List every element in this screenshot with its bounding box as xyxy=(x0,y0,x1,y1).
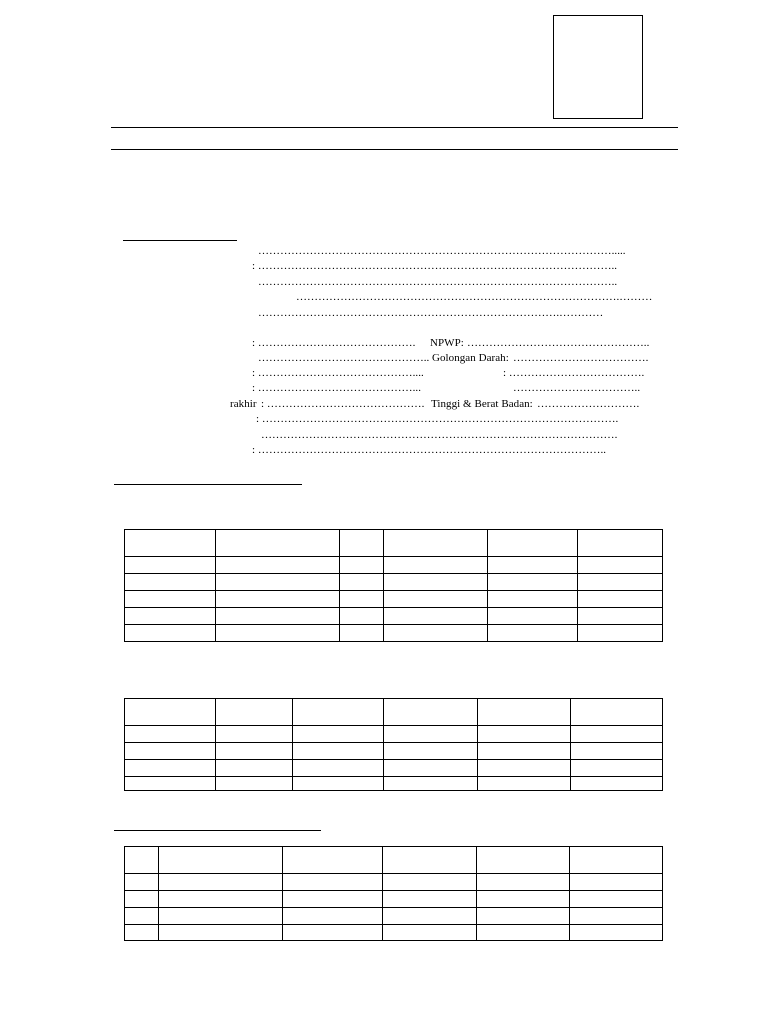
table-cell[interactable] xyxy=(384,625,488,642)
table-cell xyxy=(216,530,340,557)
table-row xyxy=(125,760,663,777)
table-cell xyxy=(340,530,384,557)
table-cell[interactable] xyxy=(216,591,340,608)
table-row xyxy=(125,608,663,625)
npwp-label: NPWP: xyxy=(430,337,464,349)
table-cell[interactable] xyxy=(340,574,384,591)
table-cell[interactable] xyxy=(125,557,216,574)
table-cell[interactable] xyxy=(570,925,663,941)
table-cell[interactable] xyxy=(125,760,216,777)
table-cell xyxy=(578,530,663,557)
table-cell[interactable] xyxy=(283,874,383,891)
table-row xyxy=(125,925,663,941)
table-cell[interactable] xyxy=(571,743,663,760)
table-cell xyxy=(159,847,283,874)
table-cell[interactable] xyxy=(125,574,216,591)
section-underline-experience xyxy=(114,830,321,831)
table-cell[interactable] xyxy=(384,760,478,777)
form-line-2[interactable]: : …………………………………………………………………………………….. xyxy=(252,260,618,272)
table-cell[interactable] xyxy=(384,608,488,625)
header-rule-top xyxy=(111,127,678,128)
table-cell[interactable] xyxy=(125,743,216,760)
form-line-11[interactable]: : ……………………………………………………………………………………. xyxy=(256,413,619,425)
table-cell[interactable] xyxy=(216,777,293,791)
form-line-10-left[interactable]: : ……………………………………. xyxy=(261,398,425,410)
table-cell[interactable] xyxy=(383,908,477,925)
table-cell[interactable] xyxy=(478,726,571,743)
table-cell[interactable] xyxy=(384,743,478,760)
table-cell[interactable] xyxy=(571,777,663,791)
npwp-field[interactable]: ………………………………………….. xyxy=(467,337,650,349)
table-cell[interactable] xyxy=(216,760,293,777)
table-cell[interactable] xyxy=(125,591,216,608)
table-3 xyxy=(124,846,663,941)
table-cell xyxy=(125,847,159,874)
section-underline-personal xyxy=(123,240,237,241)
table-row xyxy=(125,908,663,925)
form-line-1[interactable]: ……………………………………………………………………………………..... xyxy=(258,245,626,257)
tinggi-berat-label: Tinggi & Berat Badan: xyxy=(431,398,533,410)
form-line-13[interactable]: : ………………………………………………………………………………….. xyxy=(252,444,607,456)
table-cell xyxy=(384,699,478,726)
table-cell xyxy=(216,699,293,726)
table-cell[interactable] xyxy=(340,591,384,608)
form-line-8-left[interactable]: : …………………………………….... xyxy=(252,367,424,379)
table-cell[interactable] xyxy=(384,591,488,608)
table-cell[interactable] xyxy=(340,557,384,574)
table-row xyxy=(125,591,663,608)
form-line-9-right[interactable]: …………………………….. xyxy=(513,382,641,394)
table-cell[interactable] xyxy=(125,726,216,743)
form-line-4[interactable]: …………………………………………………………………………….……… xyxy=(296,291,653,303)
table-cell[interactable] xyxy=(340,608,384,625)
table-cell xyxy=(125,530,216,557)
form-line-8-right[interactable]: : ………………………………. xyxy=(503,367,645,379)
table-cell xyxy=(478,699,571,726)
table-cell[interactable] xyxy=(216,625,340,642)
table-header-row xyxy=(125,699,663,726)
table-cell[interactable] xyxy=(125,925,159,941)
table-cell[interactable] xyxy=(340,625,384,642)
table-row xyxy=(125,557,663,574)
tinggi-berat-field[interactable]: ………………………. xyxy=(537,398,640,410)
table-cell[interactable] xyxy=(125,777,216,791)
table-cell[interactable] xyxy=(293,777,384,791)
table-cell[interactable] xyxy=(383,874,477,891)
form-line-12[interactable]: ……………………………………………………………………………………. xyxy=(261,429,618,441)
table-row xyxy=(125,743,663,760)
table-cell xyxy=(383,847,477,874)
table-cell[interactable] xyxy=(477,925,570,941)
table-row xyxy=(125,777,663,791)
table-cell[interactable] xyxy=(283,908,383,925)
table-cell[interactable] xyxy=(488,625,578,642)
table-cell[interactable] xyxy=(478,760,571,777)
header-rule-bottom xyxy=(111,149,678,150)
table-cell[interactable] xyxy=(283,925,383,941)
table-cell[interactable] xyxy=(216,557,340,574)
table-cell xyxy=(570,847,663,874)
golongan-darah-label: Golongan Darah: xyxy=(432,352,509,364)
table-cell[interactable] xyxy=(159,891,283,908)
table-cell[interactable] xyxy=(283,891,383,908)
section-underline-education xyxy=(114,484,302,485)
table-row xyxy=(125,726,663,743)
table-cell[interactable] xyxy=(293,760,384,777)
table-1 xyxy=(124,529,663,642)
table-cell[interactable] xyxy=(293,726,384,743)
table-cell[interactable] xyxy=(570,891,663,908)
table-cell[interactable] xyxy=(578,557,663,574)
table-cell[interactable] xyxy=(384,557,488,574)
table-cell xyxy=(571,699,663,726)
table-cell[interactable] xyxy=(570,874,663,891)
table-2 xyxy=(124,698,663,791)
table-header-row xyxy=(125,847,663,874)
table-cell[interactable] xyxy=(384,574,488,591)
table-cell[interactable] xyxy=(159,925,283,941)
table-cell[interactable] xyxy=(383,925,477,941)
table-cell[interactable] xyxy=(578,591,663,608)
table-cell xyxy=(384,530,488,557)
table-cell[interactable] xyxy=(125,891,159,908)
photo-box xyxy=(553,15,643,119)
table-cell[interactable] xyxy=(477,908,570,925)
table-cell[interactable] xyxy=(159,908,283,925)
table-cell[interactable] xyxy=(384,777,478,791)
form-line-6-left[interactable]: : ……………………………………. xyxy=(252,337,416,349)
table-cell xyxy=(283,847,383,874)
form-line-7-left[interactable]: ……………………………………….. xyxy=(258,352,430,364)
form-line-9-left[interactable]: : ……………………………………... xyxy=(252,382,422,394)
table-row xyxy=(125,625,663,642)
table-cell[interactable] xyxy=(571,726,663,743)
table-cell[interactable] xyxy=(578,625,663,642)
table-cell xyxy=(488,530,578,557)
golongan-darah-field[interactable]: ………………………………. xyxy=(513,352,649,364)
table-row xyxy=(125,891,663,908)
table-cell[interactable] xyxy=(159,874,283,891)
form-line-3[interactable]: …………………………………………………………………………………….. xyxy=(258,276,618,288)
table-cell[interactable] xyxy=(125,908,159,925)
form-line-5[interactable]: ……………………………………………………………………….………… xyxy=(258,307,604,319)
table-cell[interactable] xyxy=(571,760,663,777)
table-cell[interactable] xyxy=(578,608,663,625)
table-cell xyxy=(477,847,570,874)
table-cell[interactable] xyxy=(384,726,478,743)
table-cell[interactable] xyxy=(216,608,340,625)
table-cell[interactable] xyxy=(570,908,663,925)
table-cell[interactable] xyxy=(125,625,216,642)
table-row xyxy=(125,874,663,891)
rakhir-label: rakhir xyxy=(230,398,257,410)
table-cell[interactable] xyxy=(293,743,384,760)
table-cell xyxy=(125,699,216,726)
table-cell[interactable] xyxy=(478,777,571,791)
table-cell[interactable] xyxy=(125,608,216,625)
table-cell[interactable] xyxy=(488,591,578,608)
table-cell[interactable] xyxy=(478,743,571,760)
table-header-row xyxy=(125,530,663,557)
table-row xyxy=(125,574,663,591)
table-cell[interactable] xyxy=(477,891,570,908)
table-cell[interactable] xyxy=(216,743,293,760)
table-cell[interactable] xyxy=(578,574,663,591)
table-cell[interactable] xyxy=(477,874,570,891)
table-cell[interactable] xyxy=(488,574,578,591)
table-cell[interactable] xyxy=(216,726,293,743)
table-cell[interactable] xyxy=(125,874,159,891)
table-cell[interactable] xyxy=(488,557,578,574)
table-cell[interactable] xyxy=(216,574,340,591)
table-cell[interactable] xyxy=(488,608,578,625)
table-cell[interactable] xyxy=(383,891,477,908)
table-cell xyxy=(293,699,384,726)
